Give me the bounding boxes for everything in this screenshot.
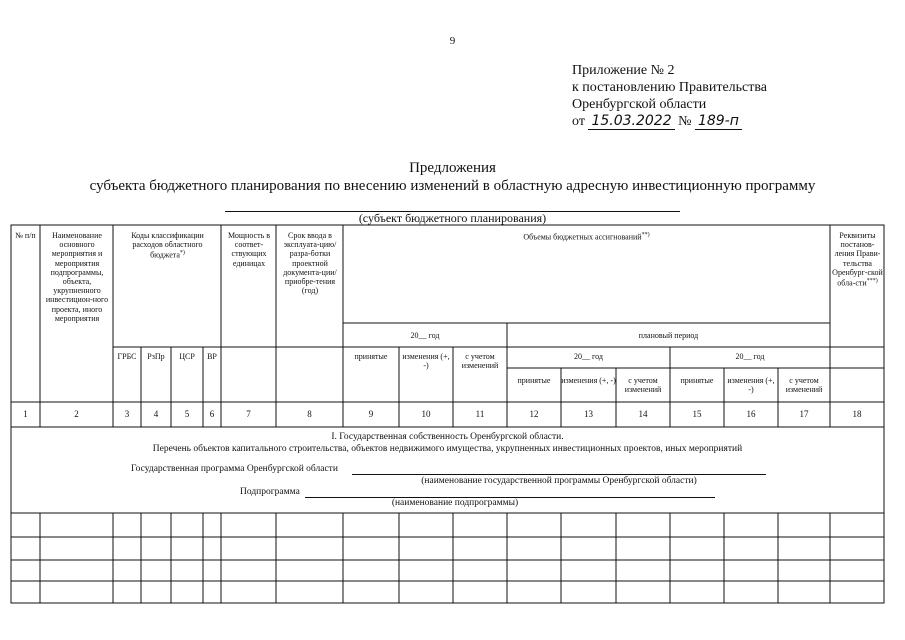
page-number: 9 <box>449 35 456 47</box>
col-number: 4 <box>153 409 159 419</box>
col-number: 5 <box>184 409 190 419</box>
col-number: 8 <box>307 409 312 419</box>
header-name: Наименование основного мероприятия и мероприятия подпрограммы, объекта, укрупненного инвестицион-ного проекта, иного мероприятия <box>45 231 109 323</box>
volumes-sup: **) <box>641 232 650 238</box>
codes-label: Коды классификации расходов областного бюджета <box>131 231 204 261</box>
col-number: 7 <box>246 409 251 419</box>
col-number: 16 <box>746 409 756 419</box>
subprogram-label: Подпрограмма <box>240 487 300 497</box>
volumes-label: Объемы бюджетных ассигнований <box>523 232 642 242</box>
header-year-plan-2: 20__ год <box>735 352 765 361</box>
section-subtitle: Перечень объектов капитального строительства, объектов недвижимого имущества, укрупненных инвестиционных проектов, иных мероприятий <box>152 444 743 454</box>
header-rzpr: РзПр <box>147 352 165 361</box>
col-number: 2 <box>74 409 79 419</box>
appendix-line-2: к постановлению Правительства <box>572 80 768 95</box>
header-vr: ВР <box>207 352 217 361</box>
subject-caption: (субъект бюджетного планирования) <box>358 211 547 225</box>
header-changes-p1: изменения (+, -) <box>561 376 616 385</box>
col-number: 12 <box>529 409 539 419</box>
header-accepted-p2: принятые <box>680 376 714 385</box>
col-number: 11 <box>475 409 485 419</box>
header-codes <box>116 231 219 260</box>
header-year-plan-1: 20__ год <box>574 352 603 361</box>
handwritten-number: 189-п <box>695 113 742 130</box>
header-volumes <box>343 231 830 242</box>
col-number: 3 <box>124 409 130 419</box>
program-caption: (наименование государственной программы Оренбургской области) <box>421 476 697 486</box>
header-changes-cur: изменения (+, -) <box>402 352 450 371</box>
col-number: 18 <box>852 409 862 419</box>
handwritten-date: 15.03.2022 <box>588 113 674 130</box>
col-number: 6 <box>209 409 215 419</box>
header-with-changes-p2: с учетом изменений <box>785 376 823 395</box>
col-number: 17 <box>799 409 809 419</box>
header-plan-period: плановый период <box>638 331 699 340</box>
header-accepted-cur: принятые <box>354 352 388 361</box>
appendix-line-3: Оренбургской области <box>572 97 707 112</box>
header-power: Мощность в соответ-ствующих единицах <box>227 231 271 268</box>
document-title: Предложения <box>409 160 496 176</box>
col-number: 14 <box>638 409 648 419</box>
header-term: Срок ввода в эксплуата-цию/разра-ботки проектной документа-ции/приобре-тения (год) <box>283 231 337 296</box>
program-underline <box>352 474 766 475</box>
subprogram-caption: (наименование подпрограммы) <box>391 498 519 508</box>
header-with-changes-p1: с учетом изменений <box>624 376 662 395</box>
appendix-line-1: Приложение № 2 <box>572 63 675 78</box>
col-number: 9 <box>368 409 374 419</box>
col-number: 15 <box>692 409 702 419</box>
header-grbs: ГРБС <box>117 352 137 361</box>
header-requisites <box>832 231 883 288</box>
col-number: 10 <box>421 409 431 419</box>
header-accepted-p1: принятые <box>517 376 551 385</box>
col-number: 13 <box>584 409 593 419</box>
header-no: № п/п <box>15 231 36 240</box>
header-csr: ЦСР <box>179 352 195 361</box>
col-number: 1 <box>23 409 28 419</box>
section-title: I. Государственная собственность Оренбургской области. <box>331 432 564 442</box>
number-sign: № <box>678 114 692 129</box>
requisites-label: Реквизиты постанов-ления Прави-тельства Оренбург-ской обла-сти <box>832 231 883 288</box>
document-subtitle: субъекта бюджетного планирования по внесению изменений в областную адресную инвестиционную программу <box>89 178 816 194</box>
program-label: Государственная программа Оренбургской области <box>131 464 338 474</box>
header-changes-p2: изменения (+, -) <box>727 376 775 395</box>
header-with-changes-cur: с учетом изменений <box>461 352 499 371</box>
codes-sup: *) <box>179 250 185 257</box>
requisites-sup: ***) <box>866 278 878 285</box>
header-year-current: 20__ год <box>410 331 440 340</box>
from-prefix: от <box>572 114 585 129</box>
